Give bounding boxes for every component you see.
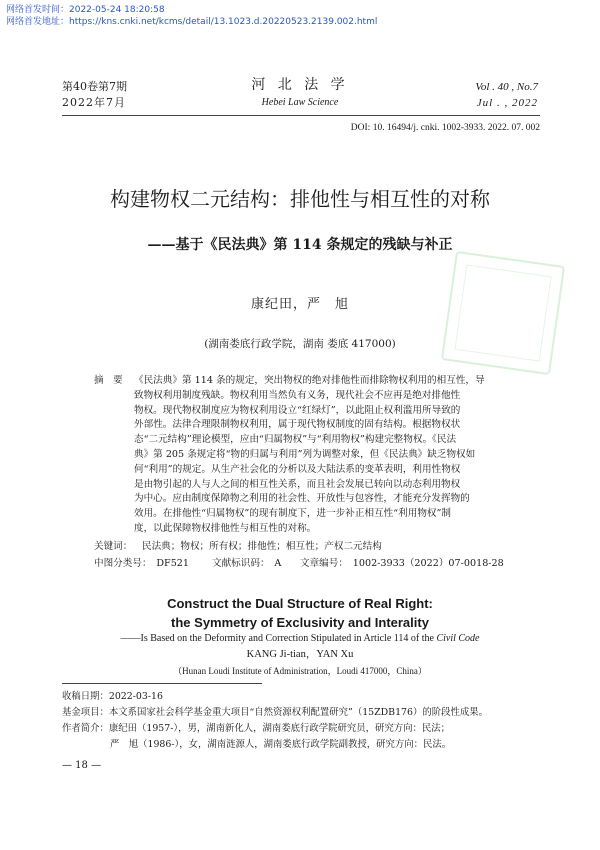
english-authors: KANG Ji-tian，YAN Xu	[246, 649, 354, 660]
author-bio-2: 严 旭（1986-），女，湖南涟源人，湖南娄底行政学院副教授，研究方向：民法。	[110, 739, 452, 750]
keywords-label: 关键词：	[94, 541, 133, 552]
journal-name-cn: 河 北 法 学	[251, 77, 349, 93]
article-subtitle: ——基于《民法典》第 114 条规定的残缺与补正	[147, 237, 453, 253]
issue-date-en: Jul . , 2022	[476, 97, 538, 109]
english-title-line1: Construct the Dual Structure of Real Right:	[167, 596, 433, 611]
footnote-rule	[62, 683, 262, 684]
abstract-line: 态“二元结构”理论模型，应由“归属物权”与“利用物权”构建完整物权。《民法	[134, 434, 457, 446]
clc-number: 中图分类号： DF521	[94, 558, 190, 569]
cnki-watermark	[441, 251, 565, 375]
abstract-line: 外部性。法律合理限制物权利用，属于现代物权制度的固有结构。根据物权状	[134, 419, 461, 431]
abstract-line: 为中心。应由制度保障物之利用的社会性、开放性与包容性，才能充分发挥物的	[134, 493, 470, 505]
abstract-line: 度，以此保障物权排他性与相互性的对称。	[134, 522, 317, 534]
document-code: 文献标识码： A	[212, 558, 282, 569]
abstract-line: 是由物引起的人与人之间的相互性关系，而且社会发展已转向以动态利用物权	[134, 478, 461, 490]
abstract-line: 《民法典》第 114 条的规定，突出物权的绝对排他性而排除物权利用的相互性，导	[134, 375, 485, 386]
issue-date-cn: 2022年7月	[62, 96, 126, 109]
abstract-line: 物权。现代物权制度应为物权利用设立“红绿灯”，以此阻止权利滥用所导致的	[134, 404, 461, 416]
english-subtitle	[0, 632, 600, 646]
author-bio-1: 作者简介：康纪田（1957-），男，湖南新化人，湖南娄底行政学院研究员，研究方向：民法；	[62, 723, 450, 734]
journal-name-en: Hebei Law Science	[261, 97, 339, 108]
page-number: — 18 —	[62, 760, 102, 771]
english-title-line2: the Symmetry of Exclusivity and Interality	[171, 615, 429, 630]
header-rule	[62, 115, 540, 116]
abstract-line: 何“利用”的规定。从生产社会化的分析以及大陆法系的变革表明，利用性物权	[134, 463, 461, 475]
volume-issue-en: Vol . 40 , No.7	[475, 81, 538, 93]
abstract-line: 典》第 205 条规定将“物的归属与利用”列为调整对象，但《民法典》缺乏物权如	[134, 448, 476, 460]
english-affiliation: （Hunan Loudi Institute of Administration，Loudi 417000，China）	[173, 666, 427, 676]
doi: DOI: 10. 16494/j. cnki. 1002-3933. 2022. 07. 002	[350, 123, 540, 133]
fund-info: 基金项目：本文系国家社会科学基金重大项目“自然资源权利配置研究”（15ZDB176）的阶段性成果。	[62, 707, 488, 718]
abstract-body	[134, 374, 524, 537]
authors: 康纪田，严 旭	[250, 297, 349, 312]
abstract-line: 效用。在排他性“归属物权”的现有制度下，进一步补正相互性“利用物权”制	[134, 508, 452, 520]
abstract-label: 摘 要	[94, 375, 123, 386]
first-publication-url[interactable]: 网络首发地址：https://kns.cnki.net/kcms/detail/13.1023.d.20220523.2139.002.html	[6, 17, 378, 27]
article-title: 构建物权二元结构：排他性与相互性的对称	[110, 187, 490, 211]
english-subtitle-prefix: ——Is Based on the Deformity and Correction Stipulated in Article 114 of the	[120, 633, 437, 644]
affiliation: (湖南娄底行政学院，湖南 娄底 417000)	[204, 338, 396, 350]
keywords: 民法典；物权；所有权；排他性；相互性；产权二元结构	[142, 541, 382, 552]
first-publication-time: 网络首发时间：2022-05-24 18:20:58	[6, 5, 165, 15]
article-number: 文章编号： 1002-3933（2022）07-0018-28	[300, 558, 504, 569]
english-subtitle-em: Civil Code	[436, 633, 480, 644]
abstract-line: 致物权利用制度残缺。物权利用当然负有义务，现代社会不应再是绝对排他性	[134, 389, 461, 401]
volume-issue-cn: 第40卷第7期	[62, 80, 127, 93]
received-date: 收稿日期：2022-03-16	[62, 691, 163, 702]
